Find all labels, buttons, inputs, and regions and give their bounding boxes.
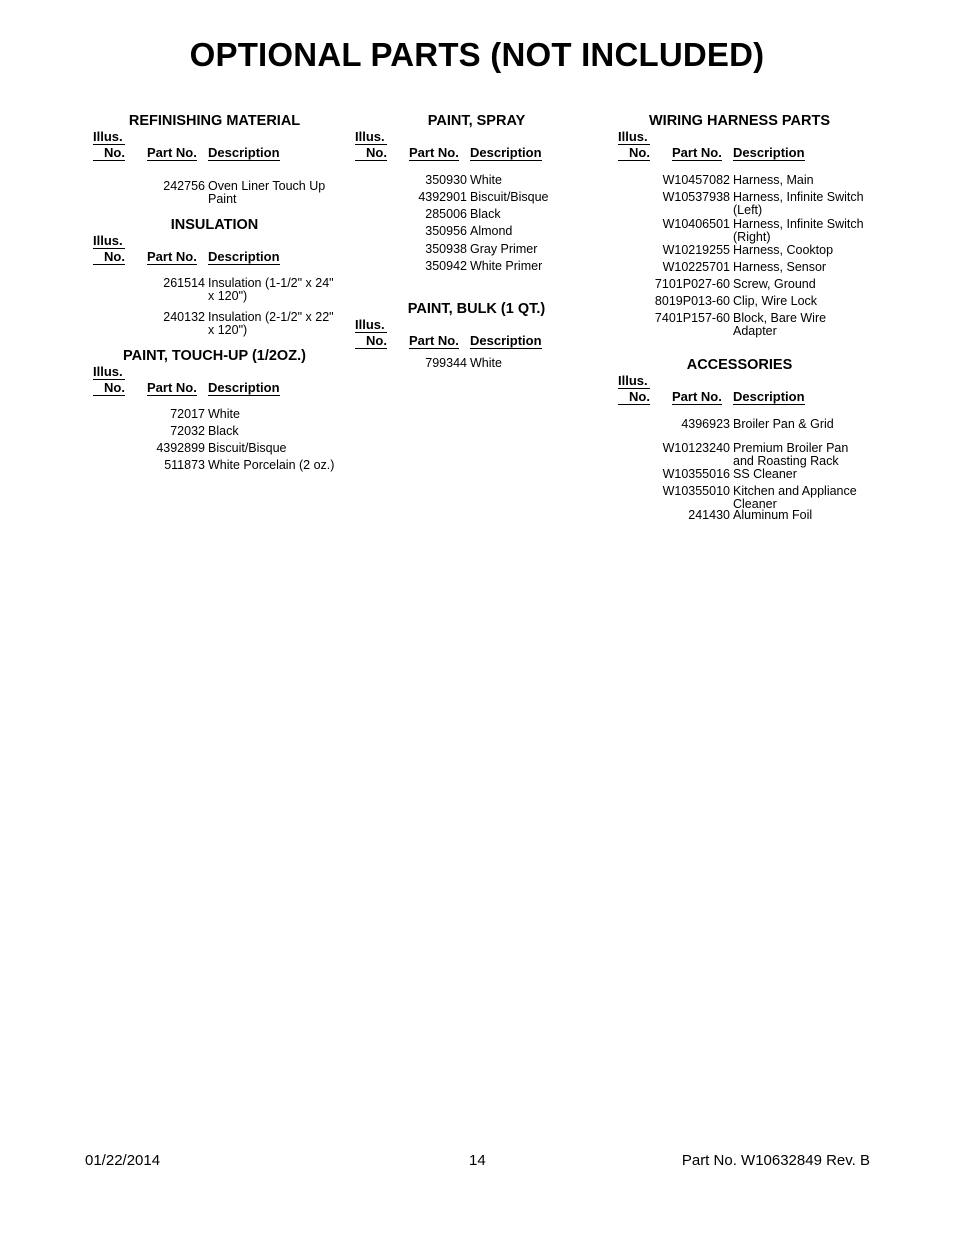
part-description: Oven Liner Touch Up Paint [208, 179, 326, 206]
part-description: Harness, Infinite Switch (Right) [733, 217, 864, 244]
part-description: Almond [470, 224, 513, 238]
part-number: 240132 [163, 310, 205, 324]
part-number: 350942 [425, 259, 467, 273]
part-number: W10355016 [662, 467, 730, 481]
part-description: SS Cleaner [733, 467, 797, 481]
description-header: Description [208, 249, 280, 264]
illus-header-line1: Illus. [618, 129, 650, 145]
part-number: 285006 [425, 207, 467, 221]
part-description: Aluminum Foil [733, 508, 813, 522]
illus-header-line1: Illus. [93, 364, 125, 380]
part-description: White Porcelain (2 oz.) [208, 458, 335, 472]
illus-no-header [618, 373, 650, 405]
section-title: WIRING HARNESS PARTS [649, 113, 830, 129]
description-header: Description [733, 145, 805, 160]
part-description: Harness, Sensor [733, 260, 827, 274]
part-number: 72017 [170, 407, 205, 421]
illus-no-header [93, 233, 125, 265]
part-description: Insulation (2-1/2" x 22" x 120") [208, 310, 334, 337]
part-no-header: Part No. [147, 145, 197, 160]
part-number: 4392899 [156, 441, 205, 455]
part-number: 7401P157-60 [654, 311, 730, 325]
page-title: OPTIONAL PARTS (NOT INCLUDED) [189, 36, 765, 73]
part-number: 799344 [425, 356, 467, 370]
part-number: W10406501 [662, 217, 730, 231]
part-number: W10537938 [662, 190, 730, 204]
illus-header-line1: Illus. [618, 373, 650, 389]
part-no-header: Part No. [672, 145, 722, 160]
section-title: PAINT, BULK (1 QT.) [407, 301, 546, 317]
part-description: Block, Bare Wire Adapter [733, 311, 827, 338]
part-number: 8019P013-60 [654, 294, 730, 308]
part-description: Black [470, 207, 501, 221]
illus-header-line1: Illus. [93, 129, 125, 145]
part-description: Biscuit/Bisque [470, 190, 549, 204]
part-number: 350938 [425, 242, 467, 256]
part-description: Kitchen and Appliance Cleaner [733, 484, 857, 511]
part-description: Clip, Wire Lock [733, 294, 818, 308]
section-title: REFINISHING MATERIAL [128, 113, 301, 129]
part-no-header: Part No. [672, 389, 722, 404]
section-title: INSULATION [170, 217, 259, 233]
part-description: White Primer [470, 259, 543, 273]
footer-date: 01/22/2014 [85, 1152, 161, 1169]
part-number: 261514 [163, 276, 205, 290]
part-description: Harness, Infinite Switch (Left) [733, 190, 864, 217]
part-number: 241430 [688, 508, 730, 522]
part-no-header: Part No. [409, 145, 459, 160]
description-header: Description [208, 380, 280, 395]
part-number: W10123240 [662, 441, 730, 455]
part-description: White [470, 356, 502, 370]
illus-header-line2: No. [618, 145, 650, 161]
part-number: 72032 [170, 424, 205, 438]
illus-no-header [355, 129, 387, 161]
part-number: 511873 [164, 458, 205, 472]
parts-column [355, 0, 625, 560]
part-number: 7101P027-60 [654, 277, 730, 291]
section-title: PAINT, SPRAY [427, 113, 526, 129]
part-number: 242756 [163, 179, 205, 193]
footer-doc-part-no: Part No. W10632849 Rev. B [681, 1152, 870, 1169]
illus-no-header [93, 129, 125, 161]
illus-header-line2: No. [355, 145, 387, 161]
part-description: Biscuit/Bisque [208, 441, 287, 455]
parts-column [93, 0, 363, 560]
illus-header-line2: No. [355, 333, 387, 349]
part-number: W10219255 [662, 243, 730, 257]
part-number: 350956 [425, 224, 467, 238]
part-description: Insulation (1-1/2" x 24" x 120") [208, 276, 334, 303]
part-no-header: Part No. [147, 249, 197, 264]
part-number: 4396923 [681, 417, 730, 431]
part-no-header: Part No. [409, 333, 459, 348]
section-title: PAINT, TOUCH-UP (1/2OZ.) [123, 348, 306, 364]
description-header: Description [208, 145, 280, 160]
part-number: 350930 [425, 173, 467, 187]
part-description: Harness, Main [733, 173, 814, 187]
part-description: Screw, Ground [733, 277, 816, 291]
illus-no-header [93, 364, 125, 396]
section-title: ACCESSORIES [686, 357, 793, 373]
illus-header-line1: Illus. [355, 129, 387, 145]
description-header: Description [733, 389, 805, 404]
part-number: W10355010 [662, 484, 730, 498]
parts-column [618, 0, 888, 560]
part-number: 4392901 [418, 190, 467, 204]
footer-page-number: 14 [469, 1152, 486, 1169]
description-header: Description [470, 145, 542, 160]
part-number: W10457082 [662, 173, 730, 187]
illus-header-line2: No. [93, 145, 125, 161]
illus-no-header [355, 317, 387, 349]
illus-no-header [618, 129, 650, 161]
part-description: Gray Primer [470, 242, 538, 256]
illus-header-line2: No. [93, 249, 125, 265]
part-description: Black [208, 424, 239, 438]
illus-header-line2: No. [618, 389, 650, 405]
description-header: Description [470, 333, 542, 348]
illus-header-line1: Illus. [93, 233, 125, 249]
illus-header-line1: Illus. [355, 317, 387, 333]
part-description: Harness, Cooktop [733, 243, 834, 257]
illus-header-line2: No. [93, 380, 125, 396]
part-description: White [470, 173, 502, 187]
part-number: W10225701 [662, 260, 730, 274]
part-description: White [208, 407, 240, 421]
part-no-header: Part No. [147, 380, 197, 395]
part-description: Premium Broiler Pan and Roasting Rack [733, 441, 849, 468]
part-description: Broiler Pan & Grid [733, 417, 834, 431]
